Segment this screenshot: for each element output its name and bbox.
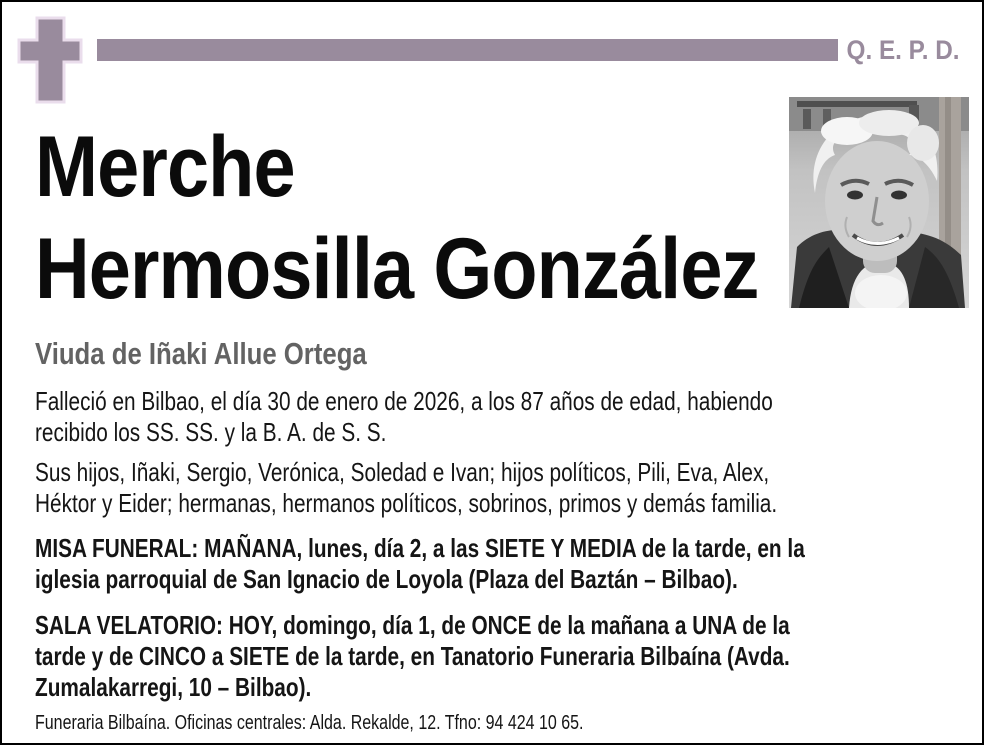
text-line: Sus hijos, Iñaki, Sergio, Verónica, Soledad e Ivan; hijos políticos, Pili, Eva, Alex, <box>35 457 770 487</box>
text-line: iglesia parroquial de San Ignacio de Loyola (Plaza del Baztán – Bilbao). <box>35 564 738 594</box>
cross-icon <box>17 16 83 104</box>
text-line: Falleció en Bilbao, el día 30 de enero de 2026, a los 87 años de edad, habiendo <box>35 386 773 416</box>
widow-of-line: Viuda de Iñaki Allue Ortega <box>35 336 367 371</box>
paragraph-deceased-info <box>35 386 957 448</box>
qepd-label: Q. E. P. D. <box>846 35 960 65</box>
text-line: SALA VELATORIO: HOY, domingo, día 1, de ONCE de la mañana a UNA de la <box>35 610 790 640</box>
funeral-home-footer: Funeraria Bilbaína. Oficinas centrales: Alda. Rekalde, 12. Tfno: 94 424 10 65. <box>35 712 584 734</box>
paragraph-family <box>35 457 963 519</box>
text-line: MISA FUNERAL: MAÑANA, lunes, día 2, a las SIETE Y MEDIA de la tarde, en la <box>35 533 805 563</box>
deceased-first-name: Merche <box>35 119 295 215</box>
header-bar <box>97 39 838 61</box>
text-line: tarde y de CINCO a SIETE de la tarde, en Tanatorio Funeraria Bilbaína (Avda. <box>35 641 790 671</box>
text-line: recibido los SS. SS. y la B. A. de S. S. <box>35 417 387 447</box>
portrait-photo <box>789 97 969 308</box>
text-line: Héktor y Eider; hermanas, hermanos políticos, sobrinos, primos y demás familia. <box>35 488 778 518</box>
deceased-last-name: Hermosilla González <box>35 221 759 317</box>
paragraph-wake-room <box>35 610 978 703</box>
paragraph-funeral-mass <box>35 533 984 595</box>
text-line: Zumalakarregi, 10 – Bilbao). <box>35 672 312 702</box>
